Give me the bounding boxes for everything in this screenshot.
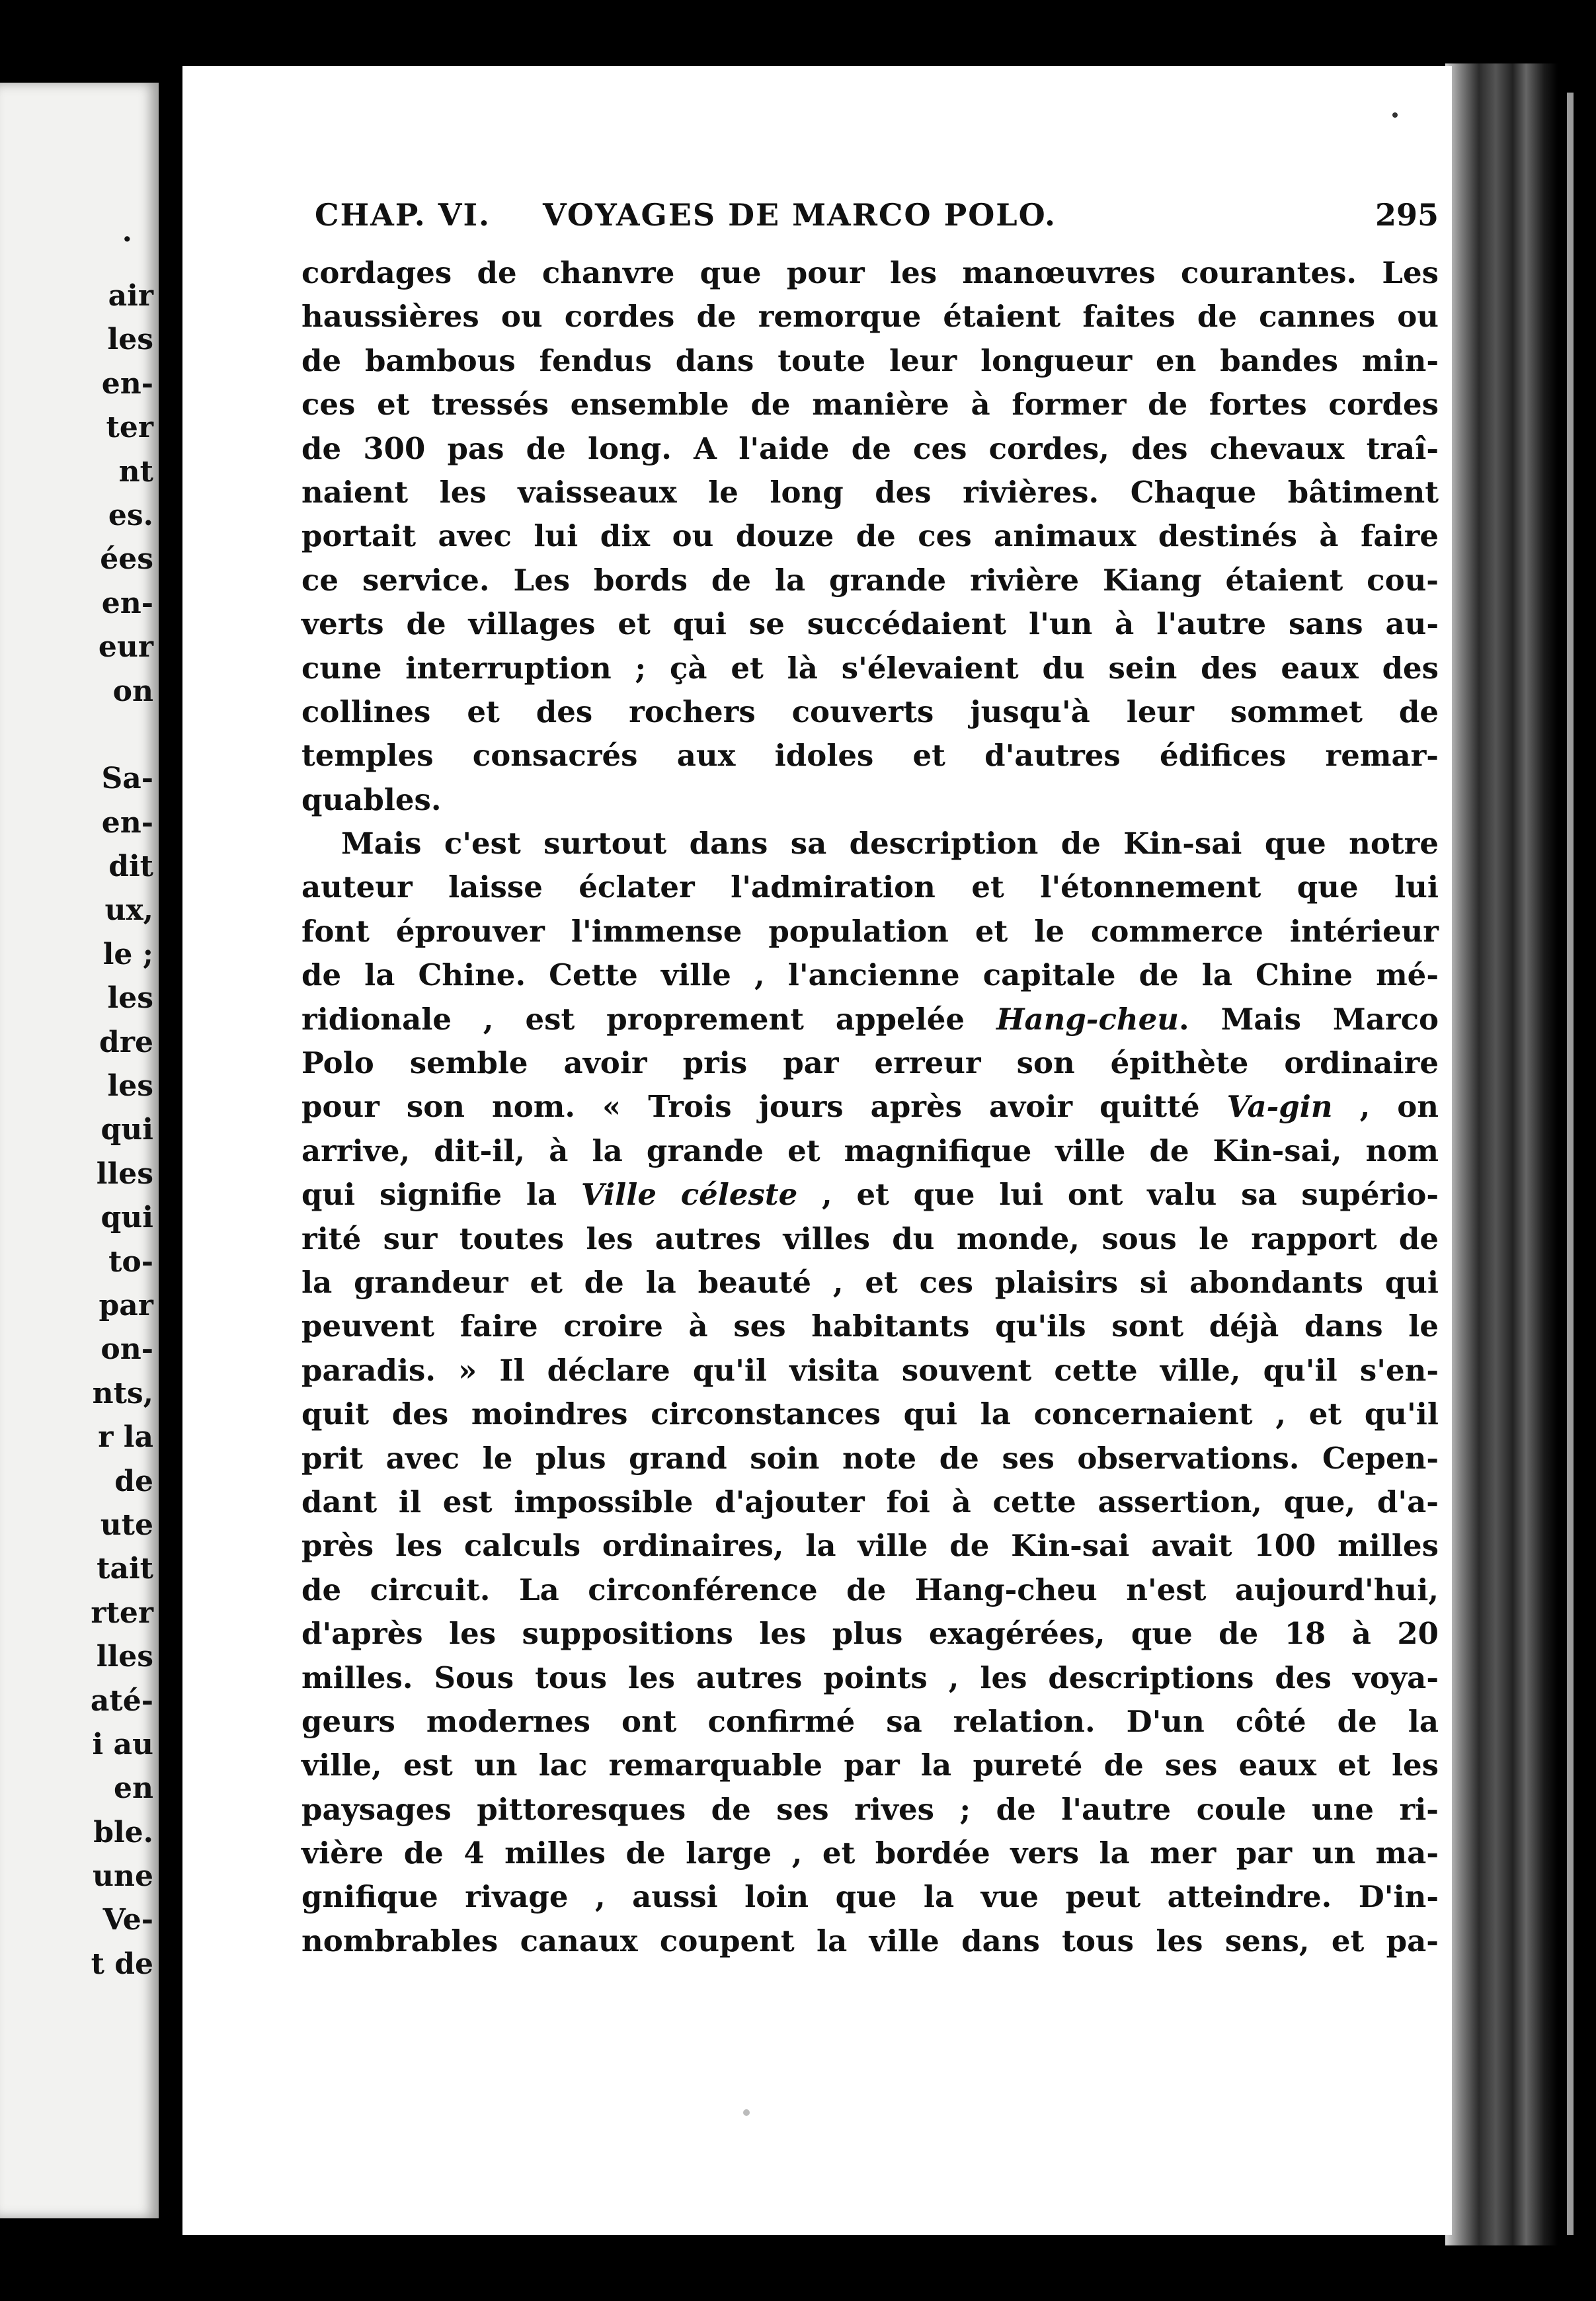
left-fragment: ux, xyxy=(104,893,153,928)
left-fragment: qui xyxy=(100,1201,153,1235)
left-fragment: i au xyxy=(92,1727,153,1761)
book-page xyxy=(182,66,1452,2235)
page-number: 295 xyxy=(1375,197,1439,233)
text-line: de la Chine. Cette ville , l'ancienne capitale de la Chine mé- xyxy=(301,957,1439,993)
text-line: portait avec lui dix ou douze de ces animaux destinés à faire xyxy=(301,518,1439,554)
left-fragment: nts, xyxy=(92,1376,153,1410)
text-line: peuvent faire croire à ses habitants qu'ils sont déjà dans le xyxy=(301,1309,1439,1344)
left-fragment xyxy=(91,713,153,757)
left-fragment: ble. xyxy=(93,1815,153,1849)
text-line: nombrables canaux coupent la ville dans tous les sens, et pa- xyxy=(301,1923,1439,1958)
text-line-mixed xyxy=(301,998,1439,1041)
left-fragment: es. xyxy=(108,498,153,532)
left-fragment: nt xyxy=(118,454,153,489)
body-text xyxy=(301,251,1439,1963)
left-fragment: ute xyxy=(100,1508,153,1542)
left-fragment: lles xyxy=(96,1640,153,1674)
text-line: de circuit. La circonférence de Hang-cheu n'est aujourd'hui, xyxy=(301,1572,1439,1607)
left-fragment: rter xyxy=(91,1595,153,1630)
text-run: ridionale , est proprement appelée xyxy=(301,1001,965,1037)
left-fragment: tait xyxy=(97,1552,153,1586)
text-line: verts de villages et qui se succédaient l'un à l'autre sans au- xyxy=(301,606,1439,642)
left-fragment: t de xyxy=(91,1947,153,1981)
italic-term: Ville céleste xyxy=(580,1177,798,1213)
text-line: collines et des rochers couverts jusqu'à leur sommet de xyxy=(301,694,1439,729)
text-line: Mais c'est surtout dans sa description de Kin-sai que notre xyxy=(341,826,1439,862)
left-fragment: les xyxy=(107,1069,153,1104)
text-line: prit avec le plus grand soin note de ses observations. Cepen- xyxy=(301,1440,1439,1476)
italic-term: Hang-cheu xyxy=(996,1001,1179,1037)
text-line: arrive, dit-il, à la grande et magnifique ville de Kin-sai, nom xyxy=(301,1133,1439,1168)
text-line: rité sur toutes les autres villes du monde, sous le rapport de xyxy=(301,1221,1439,1256)
text-line: quit des moindres circonstances qui la concernaient , et qu'il xyxy=(301,1396,1439,1432)
ink-speck xyxy=(1392,112,1398,118)
text-line-mixed xyxy=(301,1173,1439,1217)
book-edge-stripe xyxy=(1567,93,1574,2235)
text-line: de 300 pas de long. A l'aide de ces cordes, des chevaux traî- xyxy=(301,430,1439,466)
left-fragment: de xyxy=(114,1464,153,1498)
left-fragment: en xyxy=(114,1771,153,1806)
left-page-dot: . xyxy=(122,215,132,249)
left-fragment: les xyxy=(107,323,153,357)
facing-page-left xyxy=(0,83,159,2218)
text-line: paradis. » Il déclare qu'il visita souvent cette ville, qu'il s'en- xyxy=(301,1352,1439,1388)
left-fragment: en- xyxy=(101,366,153,401)
text-line: font éprouver l'immense population et le commerce intérieur xyxy=(301,913,1439,949)
left-fragment: ter xyxy=(106,411,153,445)
text-line: près les calculs ordinaires, la ville de Kin-sai avait 100 milles xyxy=(301,1528,1439,1564)
running-head xyxy=(315,197,1439,243)
left-fragment: les xyxy=(107,981,153,1016)
text-line: cune interruption ; çà et là s'élevaient du sein des eaux des xyxy=(301,650,1439,686)
left-fragment: en- xyxy=(101,805,153,840)
text-line: Polo semble avoir pris par erreur son épithète ordinaire xyxy=(301,1045,1439,1081)
left-fragment: até- xyxy=(90,1683,153,1718)
text-line: quables. xyxy=(301,782,442,817)
text-run: pour son nom. « Trois jours après avoir quitté xyxy=(301,1089,1200,1125)
text-line: milles. Sous tous les autres points , les descriptions des voya- xyxy=(301,1660,1439,1695)
text-run: . Mais Marco xyxy=(1178,1001,1439,1037)
left-fragment: air xyxy=(108,279,153,313)
ink-speck xyxy=(743,2109,750,2116)
text-line: vière de 4 milles de large , et bordée vers la mer par un ma- xyxy=(301,1836,1439,1871)
text-line: cordages de chanvre que pour les manœuvres courantes. Les xyxy=(301,255,1439,290)
left-fragment: on xyxy=(112,674,153,708)
text-run: , et que lui ont valu sa supério- xyxy=(797,1177,1439,1213)
italic-term: Va-gin xyxy=(1226,1089,1333,1125)
text-line-mixed xyxy=(301,1085,1439,1129)
text-run: qui signifie la xyxy=(301,1177,557,1213)
chapter-label: CHAP. VI. xyxy=(315,197,491,233)
text-run: , on xyxy=(1332,1089,1439,1125)
text-line: paysages pittoresques de ses rives ; de l'autre coule une ri- xyxy=(301,1791,1439,1827)
text-line: auteur laisse éclater l'admiration et l'étonnement que lui xyxy=(301,869,1439,905)
book-page-edge xyxy=(1445,63,1558,2245)
left-fragment: eur xyxy=(98,630,153,665)
left-fragment: Ve- xyxy=(102,1903,153,1937)
left-fragment: r la xyxy=(98,1420,153,1455)
left-page-text-fragments xyxy=(91,274,153,1986)
left-fragment: en- xyxy=(101,586,153,620)
text-line: ces et tressés ensemble de manière à former de fortes cordes xyxy=(301,387,1439,423)
left-fragment: dit xyxy=(108,850,153,884)
text-line: gnifique rivage , aussi loin que la vue peut atteindre. D'in- xyxy=(301,1879,1439,1915)
text-line: la grandeur et de la beauté , et ces plaisirs si abondants qui xyxy=(301,1264,1439,1300)
left-fragment: on- xyxy=(100,1332,153,1367)
text-line: ce service. Les bords de la grande rivière Kiang étaient cou- xyxy=(301,562,1439,598)
left-fragment: lles xyxy=(96,1156,153,1191)
text-line: dant il est impossible d'ajouter foi à cette assertion, que, d'a- xyxy=(301,1484,1439,1519)
text-line: haussières ou cordes de remorque étaient faites de cannes ou xyxy=(301,299,1439,335)
running-title: VOYAGES DE MARCO POLO. xyxy=(543,197,1057,233)
text-line: de bambous fendus dans toute leur longueur en bandes min- xyxy=(301,343,1439,378)
left-fragment: qui xyxy=(100,1113,153,1147)
left-fragment: to- xyxy=(108,1244,153,1279)
text-line: naient les vaisseaux le long des rivières. Chaque bâtiment xyxy=(301,474,1439,510)
left-fragment: Sa- xyxy=(101,762,153,796)
left-fragment: par xyxy=(99,1288,153,1322)
left-fragment: ées xyxy=(100,542,153,577)
left-fragment: dre xyxy=(99,1025,153,1059)
text-line: d'après les suppositions les plus exagérées, que de 18 à 20 xyxy=(301,1616,1439,1652)
text-line: geurs modernes ont confirmé sa relation. D'un côté de la xyxy=(301,1703,1439,1739)
text-line: ville, est un lac remarquable par la pureté de ses eaux et les xyxy=(301,1748,1439,1783)
left-fragment: le ; xyxy=(102,937,153,971)
left-fragment: une xyxy=(93,1859,153,1894)
text-line: temples consacrés aux idoles et d'autres édifices remar- xyxy=(301,738,1439,774)
